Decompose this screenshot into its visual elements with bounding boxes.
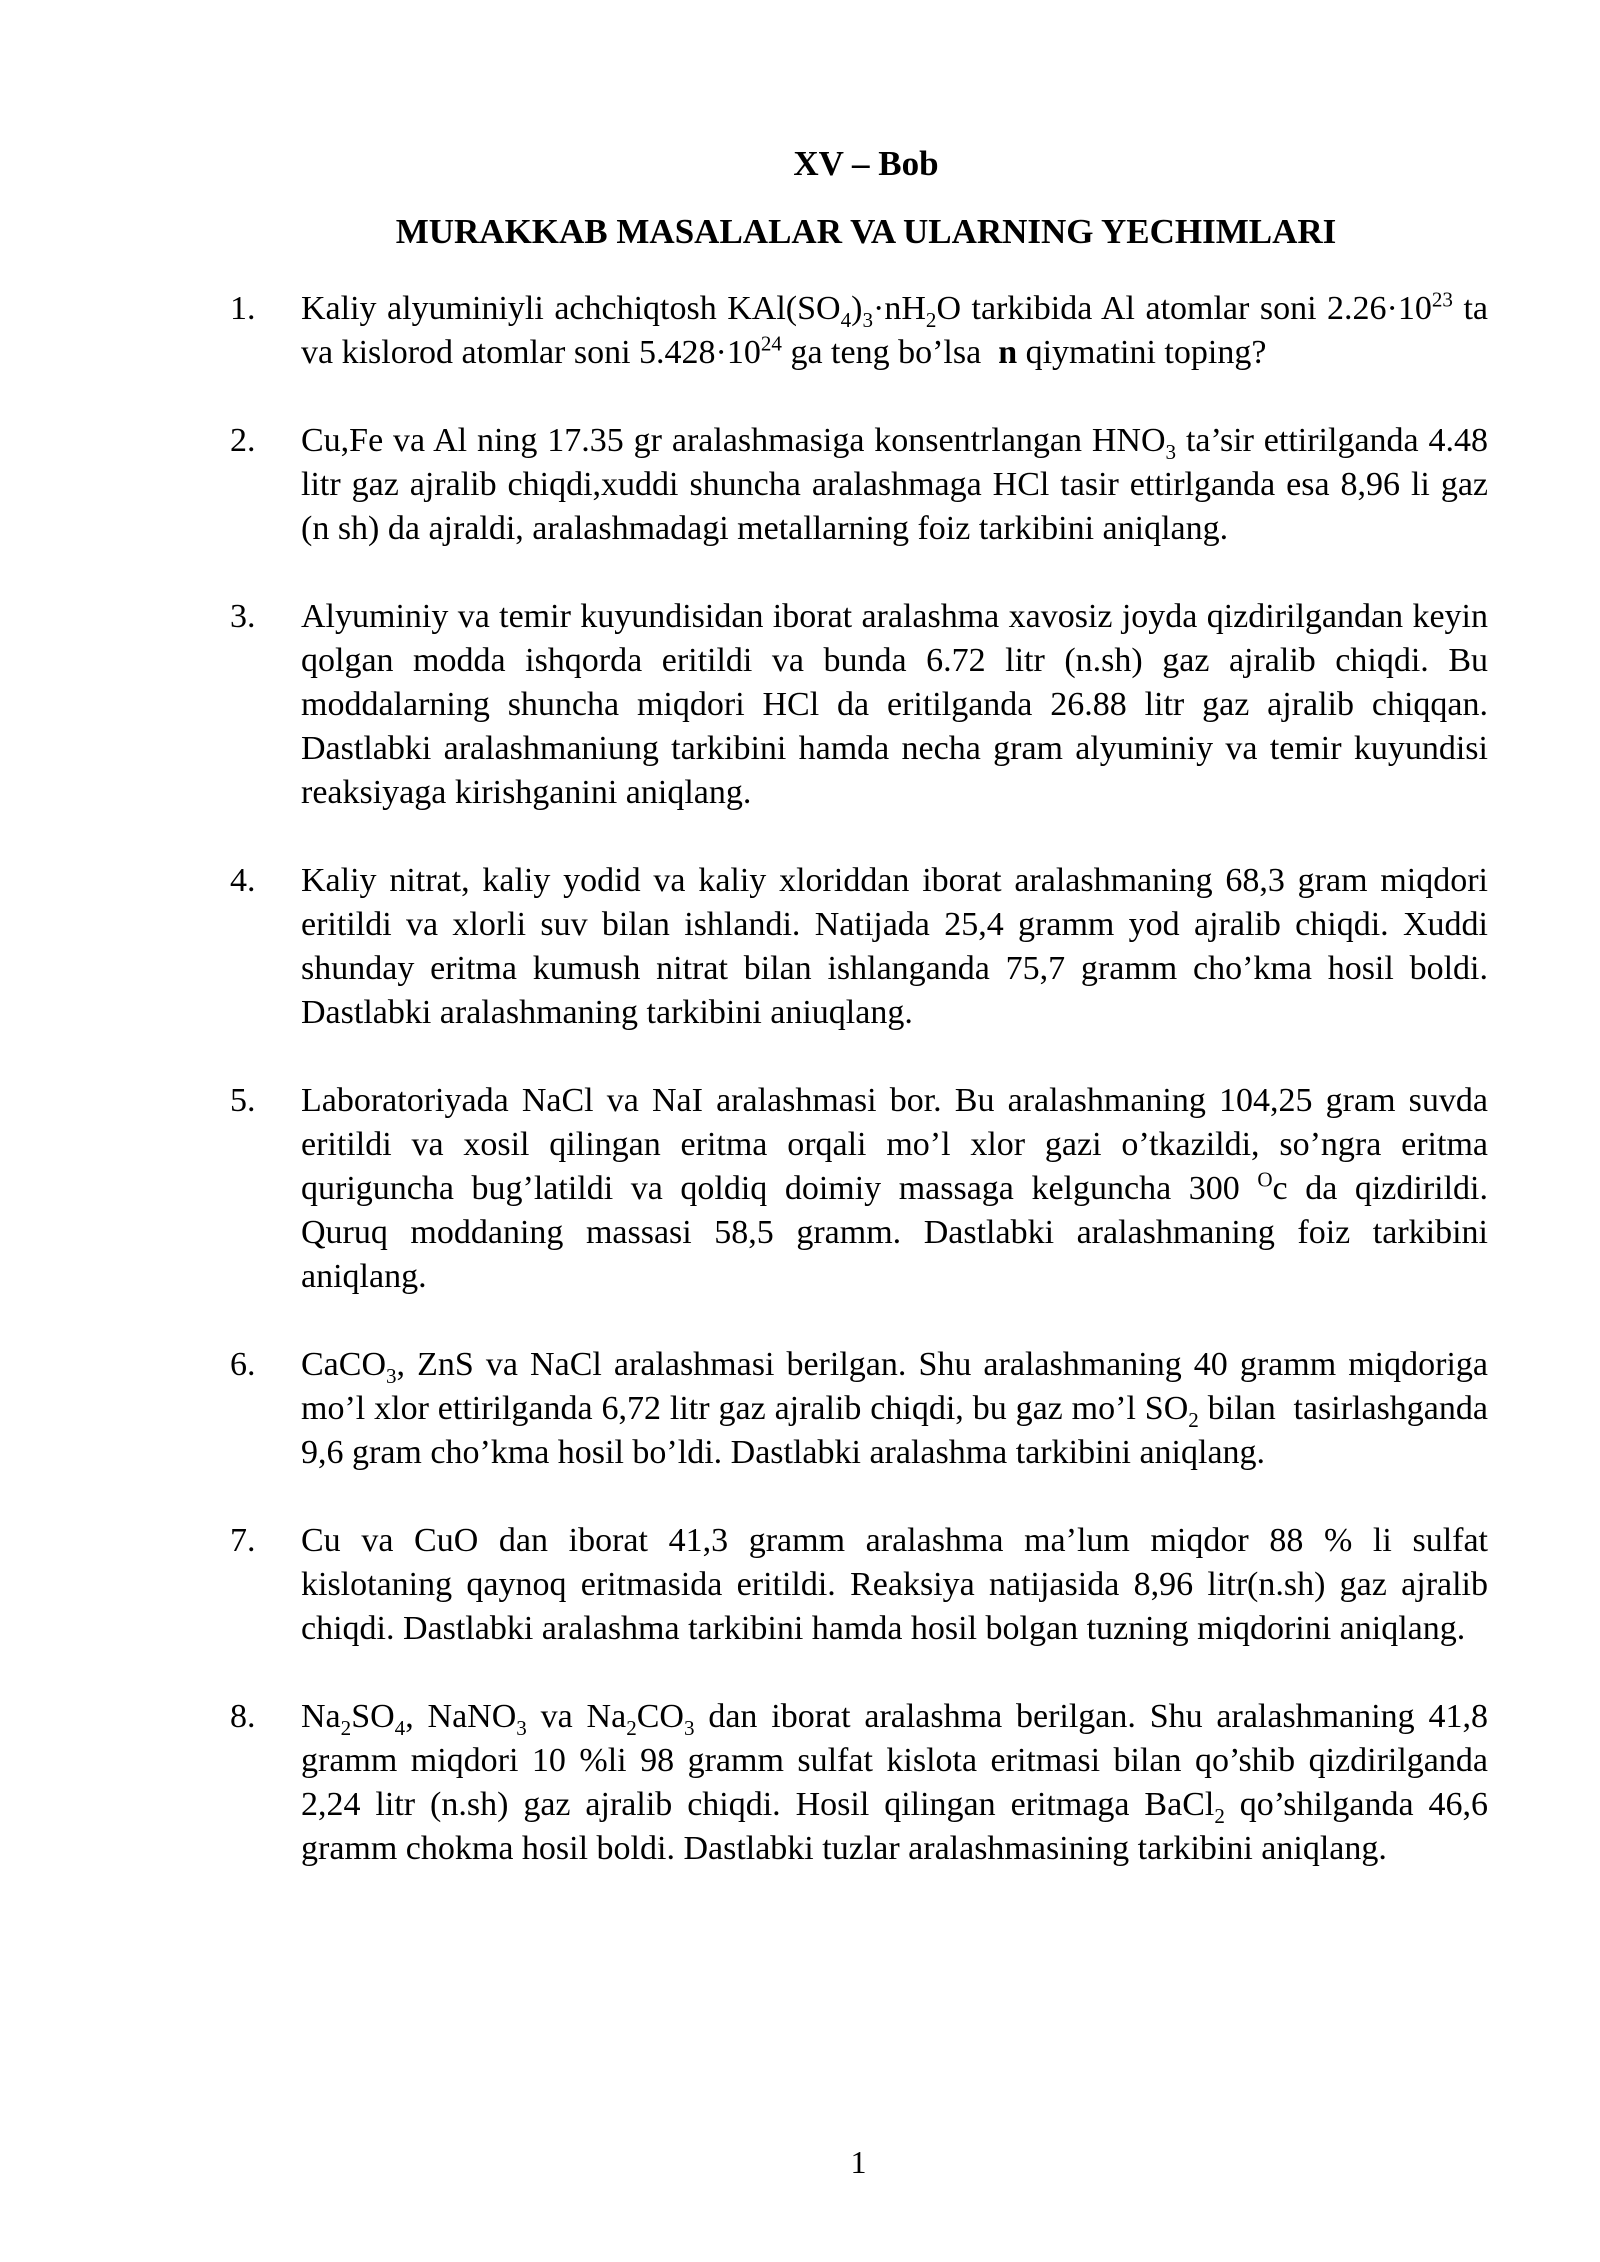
problem-text: Cu,Fe va Al ning 17.35 gr aralashmasiga konsentrlangan $HNO_3$ ta’sir ettirilganda 4.48 litr gaz ajralib chiqdi,xuddi shuncha aralashmaga HCl tasir ettirlganda esa 8,96 li gaz (n sh) da ajraldi, aralashmadagi metallarning foiz tarkibini aniqlang. — [301, 422, 1488, 547]
problem-item — [0, 1519, 1600, 1651]
problem-text: $Na_2SO_4$, NaNO$_3$ va $Na_2CO_3$ dan iborat aralashma berilgan. Shu aralashmaning 41,8 gramm miqdori 10 %li 98 gramm sulfat kislota eritmasi bilan qo’shib qizdirilganda 2,24 litr (n.sh) gaz ajralib chiqdi. Hosil qilingan eritmaga BaCl$_2$ qo’shilganda 46,6 gramm chokma hosil boldi. Dastlabki tuzlar aralashmasining tarkibini aniqlang. — [301, 1698, 1488, 1867]
problem-list — [0, 287, 1600, 1915]
problem-number: 2. — [230, 422, 256, 459]
problem-item — [0, 859, 1600, 1035]
problem-number: 5. — [230, 1082, 256, 1119]
problem-item — [0, 595, 1600, 815]
problem-text: Alyuminiy va temir kuyundisidan iborat aralashma xavosiz joyda qizdirilgandan keyin qolgan modda ishqorda eritildi va bunda 6.72 litr (n.sh) gaz ajralib chiqdi. Bu moddalarning shuncha miqdori HCl da eritilganda 26.88 litr gaz ajralib chiqqan. Dastlabki aralashmaniung tarkibini hamda necha gram alyuminiy va temir kuyundisi reaksiyaga kirishganini aniqlang. — [301, 598, 1488, 811]
problem-item — [0, 287, 1600, 375]
problem-number: 8. — [230, 1698, 256, 1735]
problem-number: 3. — [230, 598, 256, 635]
problem-text: Kaliy alyuminiyli achchiqtosh $KAl(SO_4)_3\cdot nH_2O$ tarkibida Al atomlar soni $2.26\cdot 10^{23}$ ta va kislorod atomlar soni $5.428\cdot 10^{24}$ ga teng bo’lsa n qiymatini toping? — [301, 287, 1488, 371]
problem-text: CaCO$_3$, ZnS va NaCl aralashmasi berilgan. Shu aralashmaning 40 gramm miqdoriga mo’l xlor ettirilganda 6,72 litr gaz ajralib chiqdi, bu gaz mo’l $SO_2$ bilan tasirlashganda 9,6 gram cho’kma hosil bo’ldi. Dastlabki aralashma tarkibini aniqlang. — [301, 1346, 1488, 1471]
problem-number: 7. — [230, 1522, 256, 1559]
problem-number: 1. — [230, 290, 256, 327]
page-number: 1 — [850, 2144, 867, 2180]
problem-text: Cu va CuO dan iborat 41,3 gramm aralashma ma’lum miqdor 88 % li sulfat kislotaning qaynoq eritmasida eritildi. Reaksiya natijasida 8,96 litr(n.sh) gaz ajralib chiqdi. Dastlabki aralashma tarkibini hamda hosil bolgan tuzning miqdorini aniqlang. — [301, 1522, 1488, 1647]
problem-number: 6. — [230, 1346, 256, 1383]
chapter-heading: XV – Bob — [793, 144, 939, 183]
problem-item — [0, 419, 1600, 551]
problem-item — [0, 1343, 1600, 1475]
problem-item — [0, 1079, 1600, 1299]
problem-text: Kaliy nitrat, kaliy yodid va kaliy xloriddan iborat aralashmaning 68,3 gram miqdori eritildi va xlorli suv bilan ishlandi. Natijada 25,4 gramm yod ajralib chiqdi. Xuddi shunday eritma kumush nitrat bilan ishlanganda 75,7 gramm cho’kma hosil boldi. Dastlabki aralashmaning tarkibini aniuqlang. — [301, 862, 1488, 1031]
problem-text: Laboratoriyada NaCl va NaI aralashmasi bor. Bu aralashmaning 104,25 gram suvda eritildi va xosil qilingan eritma orqali mo’l xlor gazi o’tkazildi, so’ngra eritma quriguncha bug’latildi va qoldiq doimiy massaga kelguncha 300 $^O$c da qizdirildi. Quruq moddaning massasi 58,5 gramm. Dastlabki aralashmaning foiz tarkibini aniqlang. — [301, 1082, 1488, 1295]
page-title: MURAKKAB MASALALAR VA ULARNING YECHIMLARI — [395, 212, 1337, 251]
problem-item — [0, 1695, 1600, 1871]
problem-number: 4. — [230, 862, 256, 899]
